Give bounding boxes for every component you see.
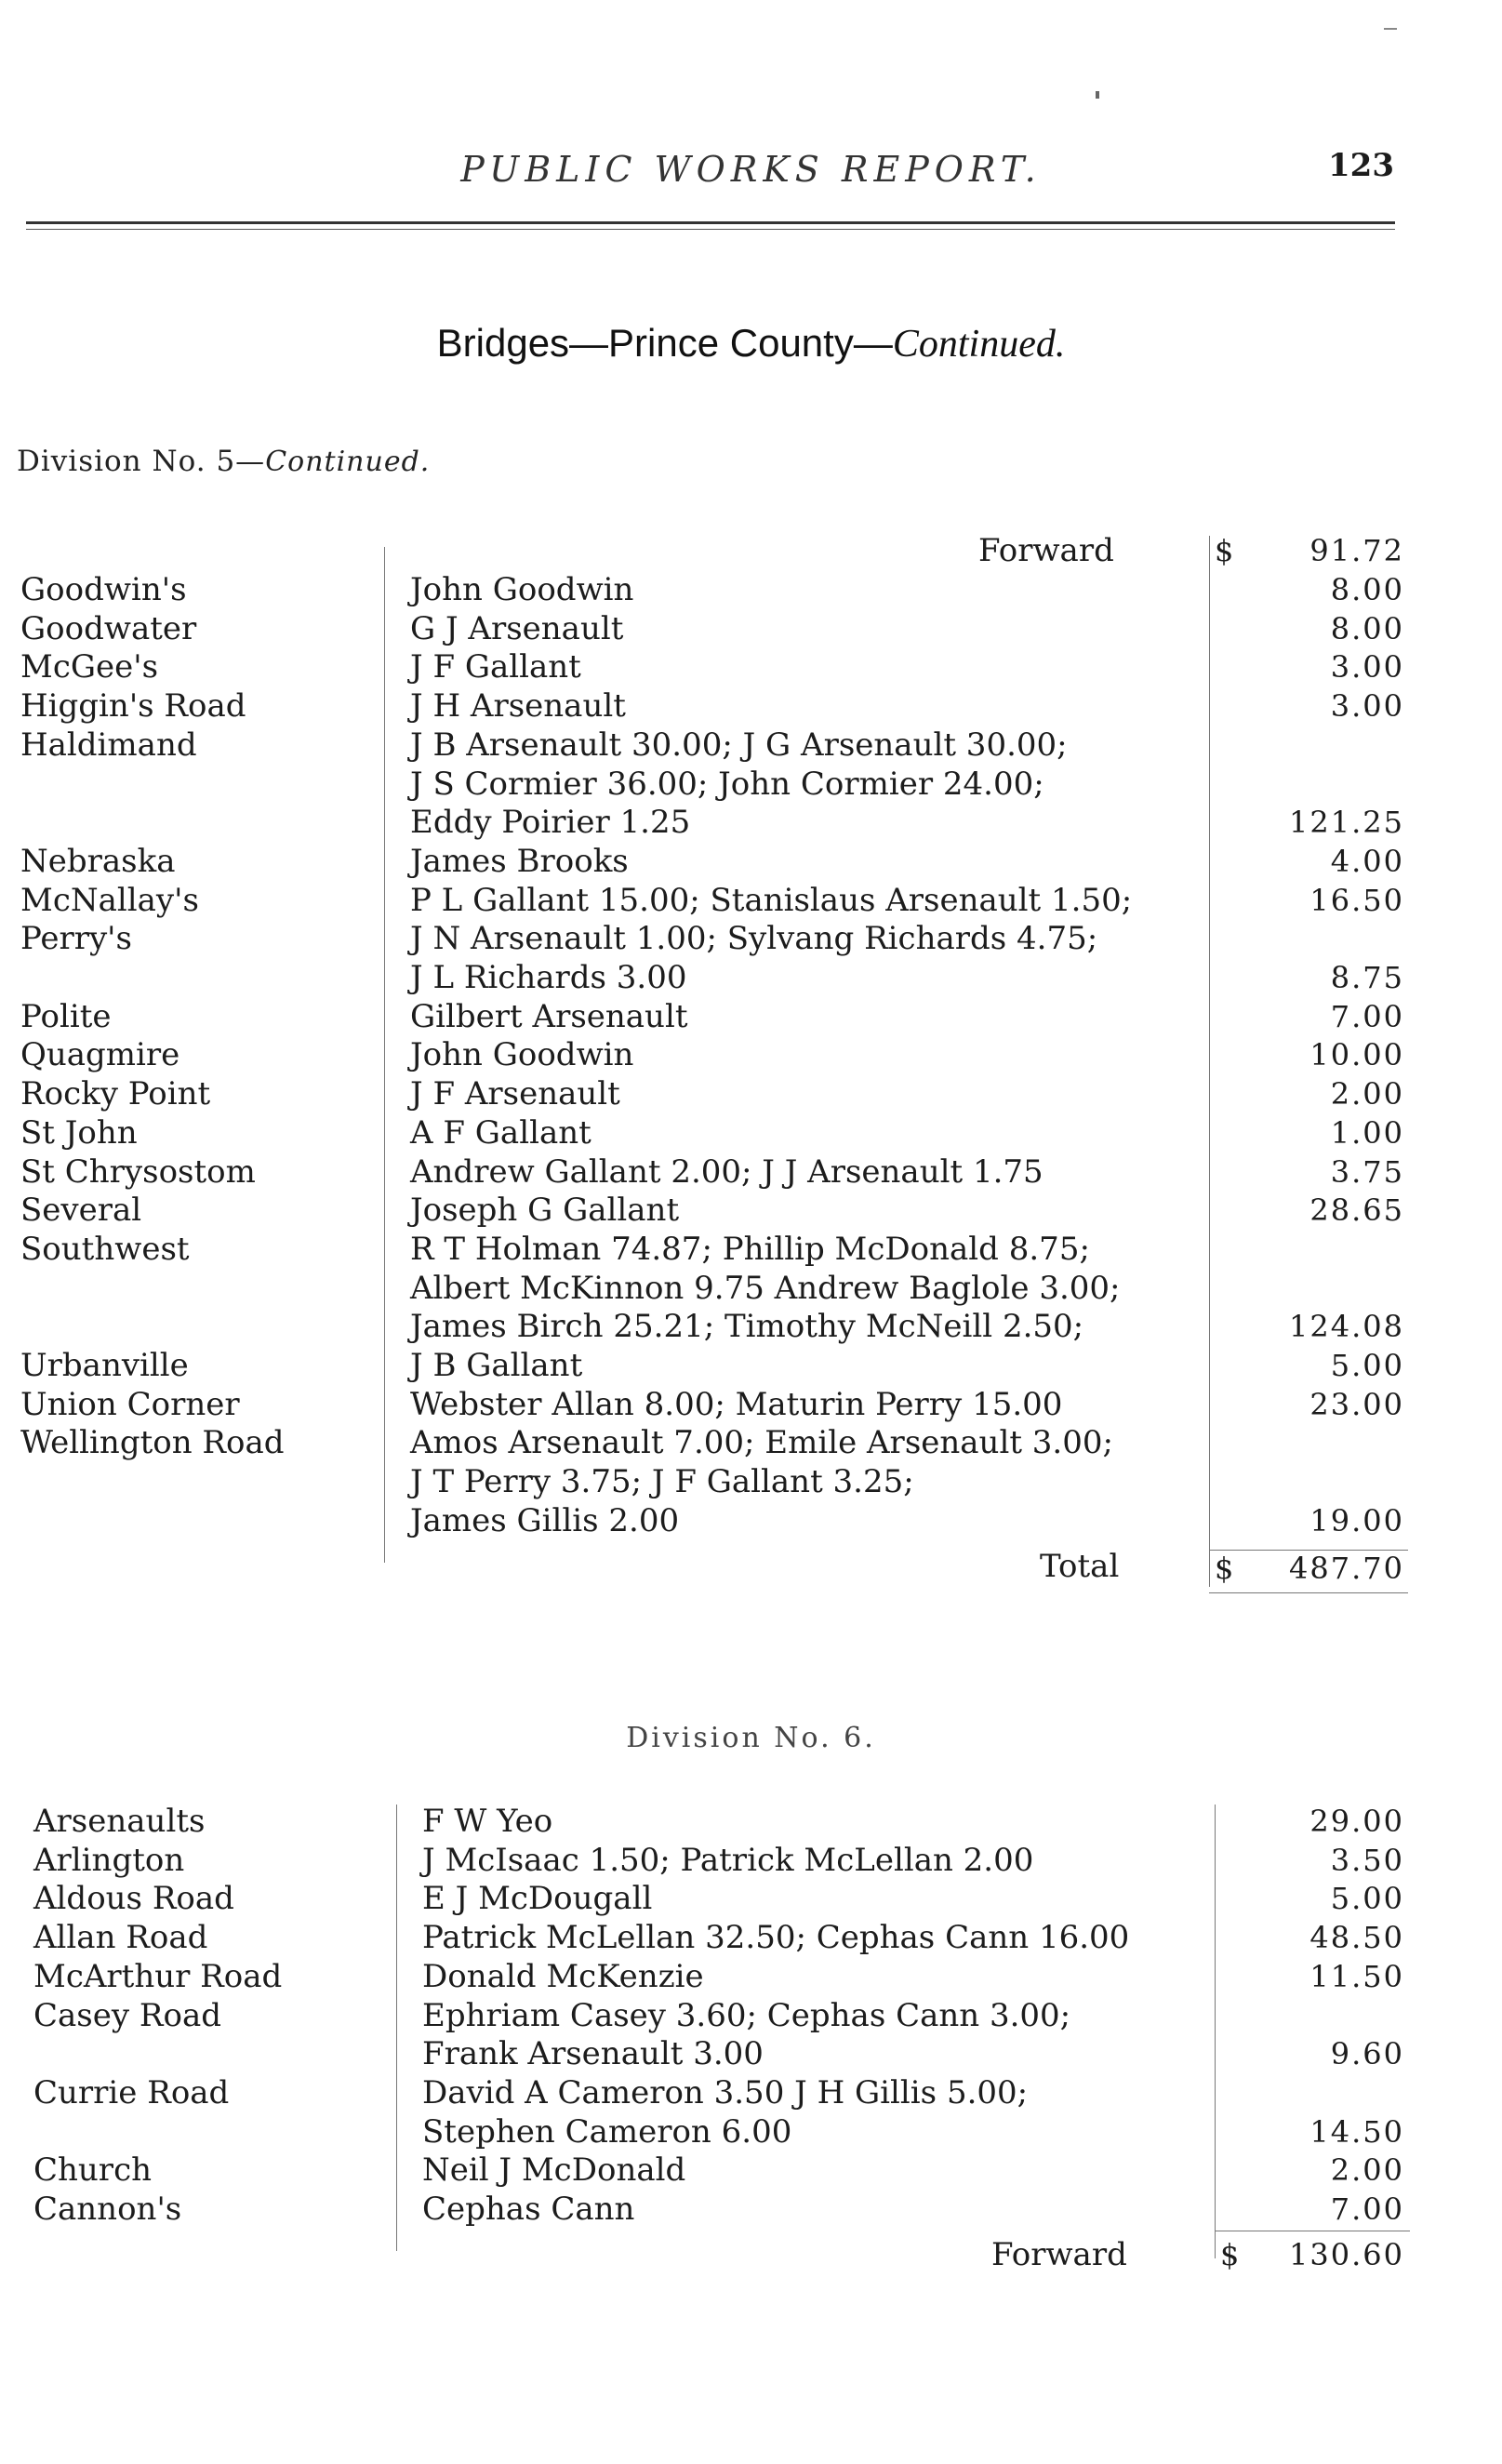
paper-speck (1384, 28, 1397, 30)
place-name: Arsenaults (33, 1803, 206, 1840)
payee-entry: David A Cameron 3.50 J H Gillis 5.00; (422, 2073, 1029, 2111)
place-name: Southwest (20, 1230, 190, 1268)
place-name: Rocky Point (20, 1075, 211, 1113)
payee-entry: Gilbert Arsenault (410, 997, 688, 1035)
payee-entry: Patrick McLellan 32.50; Cephas Cann 16.00 (422, 1919, 1130, 1957)
amount-entry: 29.00 (1309, 1804, 1404, 1839)
place-name: Currie Road (33, 2073, 230, 2111)
place-name: Polite (20, 997, 112, 1035)
forward-dollar-d6: $ (1220, 2237, 1240, 2272)
forward-amount-d6: 130.60 (1289, 2237, 1404, 2272)
total-dollar: $ (1215, 1551, 1234, 1586)
payee-entry: J B Arsenault 30.00; J G Arsenault 30.00; (410, 726, 1068, 764)
place-name: McArthur Road (33, 1957, 283, 1995)
place-name: Haldimand (20, 726, 197, 764)
amount-entry: 48.50 (1309, 1920, 1404, 1956)
payee-entry: Neil J McDonald (422, 2151, 686, 2190)
amount-entry: 3.00 (1330, 649, 1404, 686)
amount-entry: 5.00 (1330, 1881, 1404, 1917)
amount-entry: 5.00 (1330, 1348, 1404, 1383)
division-5-label: Division No. 5— (17, 445, 266, 478)
amount-entry: 19.00 (1309, 1502, 1404, 1538)
place-name: Several (20, 1192, 142, 1230)
place-name: Higgin's Road (20, 687, 246, 726)
payee-entry: John Goodwin (410, 571, 634, 608)
payee-entry: J B Gallant (410, 1347, 583, 1384)
section-title-continued: Continued. (892, 323, 1066, 366)
payee-entry: Amos Arsenault 7.00; Emile Arsenault 3.00; (410, 1424, 1113, 1462)
place-name: Goodwin's (20, 571, 187, 608)
place-name: Nebraska (20, 842, 176, 880)
payee-entry: Donald McKenzie (422, 1957, 704, 1995)
amount-entry: 3.00 (1330, 688, 1404, 725)
place-name: Wellington Road (20, 1424, 285, 1462)
amount-entry: 14.50 (1309, 2113, 1404, 2150)
amount-entry: 3.50 (1330, 1842, 1404, 1878)
place-name: Goodwater (20, 609, 197, 647)
paper-mark (1096, 91, 1099, 99)
column-rule-left (384, 547, 385, 1563)
payee-entry: J S Cormier 36.00; John Cormier 24.00; (410, 765, 1044, 803)
division-6-heading: Division No. 6. (626, 1722, 876, 1754)
payee-entry: P L Gallant 15.00; Stanislaus Arsenault 1.50; (410, 881, 1133, 919)
payee-entry: J H Arsenault (410, 687, 626, 726)
payee-entry: James Brooks (410, 842, 629, 880)
total-label: Total (1040, 1548, 1120, 1585)
forward-dollar: $ (1215, 533, 1234, 568)
amount-entry: 2.00 (1330, 2152, 1404, 2189)
place-name: McNallay's (20, 881, 199, 919)
payee-entry: Albert McKinnon 9.75 Andrew Baglole 3.00; (410, 1269, 1121, 1307)
amount-entry: 10.00 (1309, 1037, 1404, 1073)
place-name: Aldous Road (33, 1880, 234, 1918)
forward-amount: 91.72 (1309, 533, 1404, 568)
payee-entry: E J McDougall (422, 1880, 653, 1918)
running-head: PUBLIC WORKS REPORT. (460, 149, 1042, 190)
payee-entry: G J Arsenault (410, 609, 624, 647)
payee-entry: James Gillis 2.00 (410, 1501, 680, 1539)
payee-entry: J F Gallant (410, 648, 581, 686)
payee-entry: Andrew Gallant 2.00; J J Arsenault 1.75 (410, 1152, 1043, 1191)
amount-entry: 16.50 (1309, 882, 1404, 918)
payee-entry: Stephen Cameron 6.00 (422, 2112, 792, 2151)
division-5-continued: Continued. (265, 446, 431, 478)
place-name: Union Corner (20, 1385, 240, 1423)
place-name: Casey Road (33, 1996, 221, 2034)
page-number: 123 (1328, 147, 1394, 184)
amount-entry: 9.60 (1330, 2036, 1404, 2072)
place-name: Church (33, 2151, 153, 2190)
payee-entry: John Goodwin (410, 1036, 634, 1074)
amount-entry: 28.65 (1309, 1192, 1404, 1229)
amount-entry: 8.75 (1330, 960, 1404, 995)
payee-entry: Webster Allan 8.00; Maturin Perry 15.00 (410, 1385, 1063, 1423)
total-amount: 487.70 (1289, 1551, 1404, 1586)
payee-entry: J T Perry 3.75; J F Gallant 3.25; (410, 1463, 914, 1501)
payee-entry: Joseph G Gallant (410, 1192, 680, 1230)
place-name: McGee's (20, 648, 159, 686)
total-underline (1209, 1592, 1408, 1593)
place-name: Cannon's (33, 2191, 182, 2228)
forward-label: Forward (978, 532, 1114, 569)
amount-entry: 2.00 (1330, 1076, 1404, 1112)
payee-entry: J L Richards 3.00 (410, 959, 687, 996)
place-name: St John (20, 1113, 138, 1152)
payee-entry: J McIsaac 1.50; Patrick McLellan 2.00 (422, 1841, 1034, 1879)
amount-entry: 1.00 (1330, 1114, 1404, 1151)
payee-entry: Cephas Cann (422, 2191, 635, 2228)
payee-entry: A F Gallant (410, 1113, 591, 1152)
section-title (0, 321, 1502, 366)
payee-entry: Frank Arsenault 3.00 (422, 2035, 764, 2073)
amount-entry: 4.00 (1330, 843, 1404, 879)
payee-entry: R T Holman 74.87; Phillip McDonald 8.75; (410, 1230, 1090, 1268)
division-5-heading (17, 445, 430, 478)
amount-entry: 8.00 (1330, 610, 1404, 646)
payee-entry: James Birch 25.21; Timothy McNeill 2.50; (410, 1308, 1084, 1346)
amount-entry: 23.00 (1309, 1386, 1404, 1422)
payee-entry: J N Arsenault 1.00; Sylvang Richards 4.75; (410, 920, 1098, 958)
section-title-main: Bridges—Prince County— (436, 321, 893, 365)
amount-entry: 11.50 (1309, 1958, 1404, 1994)
place-name: Urbanville (20, 1347, 189, 1384)
amount-entry: 8.00 (1330, 572, 1404, 607)
amount-entry: 3.75 (1330, 1153, 1404, 1190)
amount-entry: 7.00 (1330, 2191, 1404, 2227)
amount-entry: 121.25 (1289, 805, 1404, 841)
payee-entry: F W Yeo (422, 1803, 553, 1840)
header-rule-thin (26, 229, 1395, 230)
column-rule-left-d6 (396, 1805, 397, 2251)
payee-entry: Eddy Poirier 1.25 (410, 804, 691, 842)
header-rule (26, 221, 1395, 224)
amount-entry: 124.08 (1289, 1309, 1404, 1345)
payee-entry: Ephriam Casey 3.60; Cephas Cann 3.00; (422, 1996, 1071, 2034)
payee-entry: J F Arsenault (410, 1075, 620, 1113)
amount-entry: 7.00 (1330, 998, 1404, 1034)
place-name: Quagmire (20, 1036, 180, 1074)
place-name: Perry's (20, 920, 132, 958)
forward-label-d6: Forward (991, 2236, 1127, 2273)
place-name: St Chrysostom (20, 1152, 256, 1191)
place-name: Allan Road (33, 1919, 208, 1957)
place-name: Arlington (33, 1841, 185, 1879)
